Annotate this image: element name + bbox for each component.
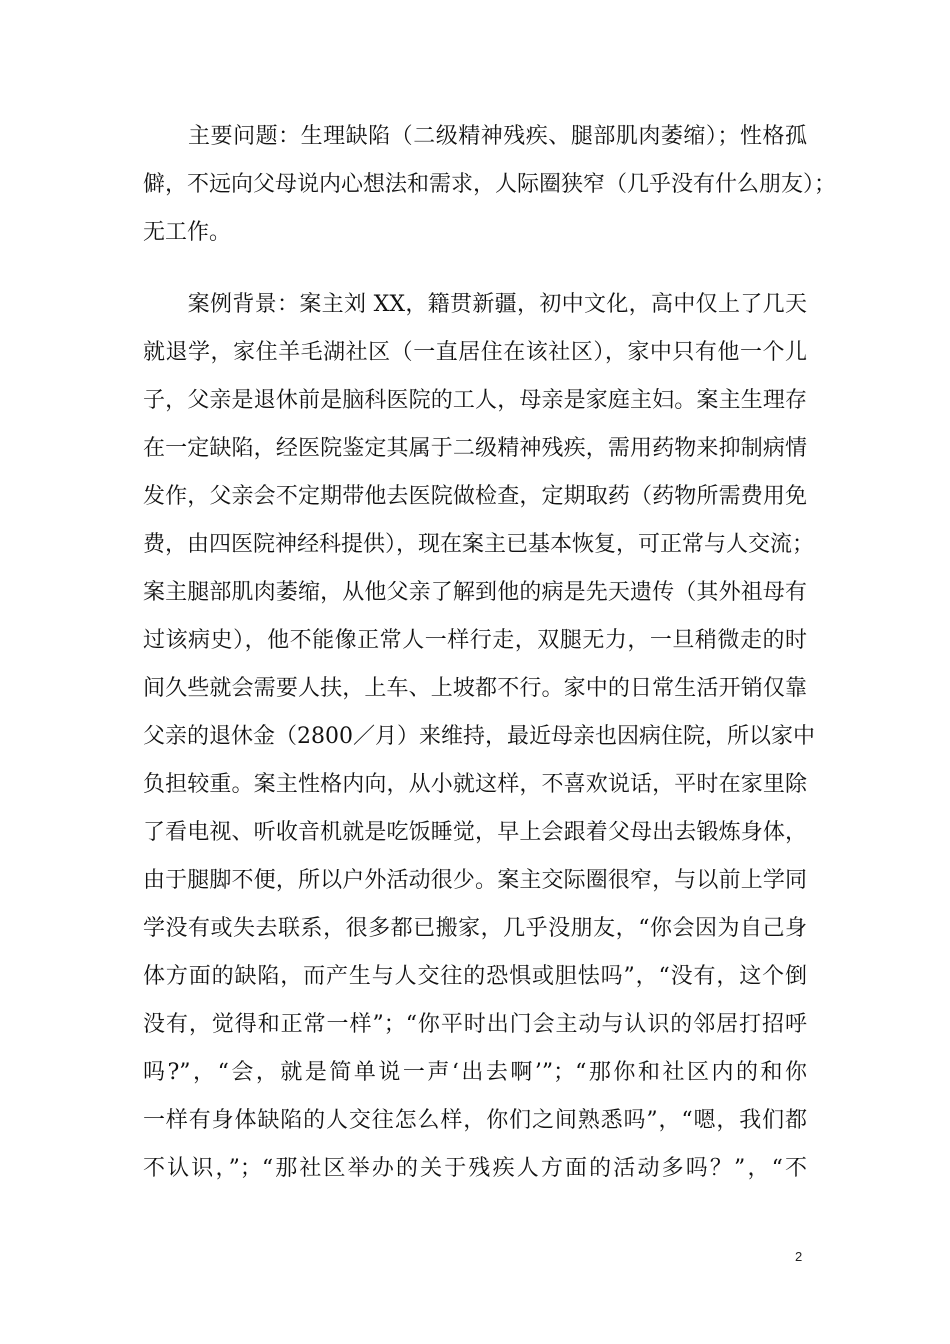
text-line: 负担较重。案主性格内向，从小就这样，不喜欢说话，平时在家里除: [143, 772, 807, 797]
page-number: 2: [795, 1249, 803, 1264]
text-line: 一样有身体缺陷的人交往怎么样，你们之间熟悉吗”，“嗯，我们都: [143, 1108, 807, 1133]
text-line: 子，父亲是退休前是脑科医院的工人，母亲是家庭主妇。案主生理存: [143, 388, 807, 413]
text-line: 发作，父亲会不定期带他去医院做检查，定期取药（药物所需费用免: [143, 484, 807, 509]
text-line: 案主腿部肌肉萎缩，从他父亲了解到他的病是先天遗传（其外祖母有: [143, 580, 807, 605]
paragraph-main-problems: [143, 113, 837, 257]
text-line: 了看电视、听收音机就是吃饭睡觉，早上会跟着父母出去锻炼身体，: [143, 820, 807, 845]
text-line: 间久些就会需要人扶，上车、上坡都不行。家中的日常生活开销仅靠: [143, 676, 807, 701]
text-line: 主要问题：生理缺陷（二级精神残疾、腿部肌肉萎缩）；性格孤: [143, 124, 807, 149]
text-line: 就退学，家住羊毛湖社区（一直居住在该社区），家中只有他一个儿: [143, 340, 807, 365]
text-line: 父亲的退休金（2800／月）来维持，最近母亲也因病住院，所以家中: [143, 724, 815, 749]
text-line: 吗?”，“会，就是简单说一声‘出去啊’”；“那你和社区内的和你: [143, 1060, 807, 1085]
text-line: 过该病史），他不能像正常人一样行走，双腿无力，一旦稍微走的时: [143, 628, 807, 653]
text-line: 学没有或失去联系，很多都已搬家，几乎没朋友，“你会因为自己身: [143, 916, 807, 941]
paragraph-case-background: [143, 281, 815, 1193]
text-line: 僻，不远向父母说内心想法和需求，人际圈狭窄（几乎没有什么朋友）；: [143, 172, 837, 197]
text-line: 费，由四医院神经科提供），现在案主已基本恢复，可正常与人交流；: [143, 532, 815, 557]
text-line: 体方面的缺陷，而产生与人交往的恐惧或胆怯吗”，“没有，这个倒: [143, 964, 807, 989]
text-line: 在一定缺陷，经医院鉴定其属于二级精神残疾，需用药物来抑制病情: [143, 436, 807, 461]
text-line: 没有，觉得和正常一样”；“你平时出门会主动与认识的邻居打招呼: [143, 1012, 807, 1037]
text-line: 案例背景：案主刘 XX，籍贯新疆，初中文化，高中仅上了几天: [143, 292, 807, 317]
text-line: 不认识，”；“那社区举办的关于残疾人方面的活动多吗？”，“不: [143, 1156, 807, 1181]
text-line: 由于腿脚不便，所以户外活动很少。案主交际圈很窄，与以前上学同: [143, 868, 807, 893]
text-line: 无工作。: [143, 220, 232, 245]
